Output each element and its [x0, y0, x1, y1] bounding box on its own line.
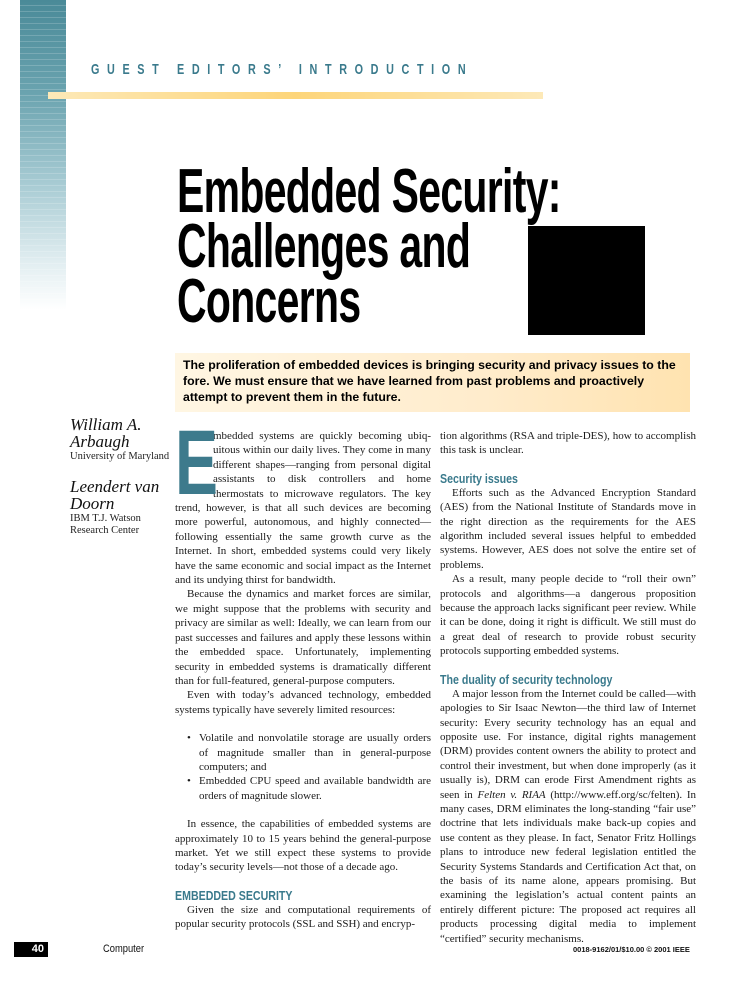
page-number: 40	[14, 942, 48, 957]
article-title	[177, 157, 561, 336]
section-kicker: GUEST EDITORS’ INTRODUCTION	[91, 61, 474, 78]
subsection-heading: The duality of security technology	[440, 672, 613, 687]
author-affiliation: IBM T.J. Watson Research Center	[70, 512, 141, 536]
decorative-side-stripe	[20, 0, 66, 310]
body-column-1	[175, 412, 431, 932]
paragraph: Because the dynamics and market forces are similar, we might suppose that the problems with security and privacy are similar as well: Ideally, we can learn from our past successes and failures and apply these lessons within the embedded space. Unfortunately, implementing security in embedded systems is dramatically different than for full-featured, general-purpose computers.	[175, 588, 431, 687]
bullet-item: • Volatile and nonvolatile storage are usually orders of magnitude smaller than in general-purpose computers; and	[199, 731, 431, 774]
author	[70, 478, 170, 538]
bullet-list	[175, 731, 431, 803]
drop-cap: E	[175, 412, 218, 514]
paragraph: In essence, the capabilities of embedded systems are approximately 10 to 15 years behind the general-purpose market. Yet we still expect these systems to provide today’s security levels—not those of a decade ago.	[175, 818, 431, 874]
bullet-item: • Embedded CPU speed and available bandwidth are orders of magnitude slower.	[199, 774, 431, 803]
subsection-heading: Security issues	[440, 471, 518, 486]
case-citation: Felten v. RIAA	[477, 788, 546, 801]
paragraph: Given the size and computational requirements of popular security protocols (SSL and SSH) and encryp-	[175, 903, 431, 931]
copyright-line: 0018-9162/01/$10.00 © 2001 IEEE	[573, 945, 690, 954]
decorative-gold-bar	[48, 92, 543, 99]
author	[70, 416, 170, 464]
magazine-name: Computer	[103, 943, 145, 955]
paragraph: A major lesson from the Internet could be called—with apologies to Sir Isaac Newton—the third law of Internet security: Every security technology has an equal and opposite use. For instance, digital rights management (DRM) provides content owners the ability to protect and control their investment, but when done improperly (as it usually is), DRM can erode First Amendment rights as seen in Felten v. RIAA (http://www.eff.org/sc/felten). In many cases, DRM eliminates the long-standing “fair use” doctrine that lets individuals make back-up copies and use content as they please. In fact, Senator Fritz Hollings plans to introduce new federal legislation entitled the Security Systems Standards and Certification Act that, on the basis of its name alone, appears promising. But examining the legislation’s actual content paints an entirely different picture: The proposed act requires all products processing digital media to implement “certified” security mechanisms.	[440, 687, 696, 945]
author-list	[70, 416, 170, 552]
paragraph: Even with today’s advanced technology, embedded systems typically have severely limited resources:	[175, 689, 431, 716]
abstract-box	[175, 353, 690, 412]
author-affiliation: University of Maryland	[70, 451, 170, 462]
title-line-2: Challenges and	[177, 212, 471, 281]
redacted-image-block	[528, 226, 645, 335]
abstract-text: The proliferation of embedded devices is bringing security and privacy issues to the fore. We must ensure that we have learned from past problems and proactively attempt to prevent them in the future.	[183, 358, 676, 404]
author-name: William A. Arbaugh	[70, 415, 142, 451]
paragraph: As a result, many people decide to “roll their own” protocols and algorithms—a dangerous proposition because the approach lacks significant peer review. While it can be done, doing it right is difficult. We still must do a great deal of research to provide robust security protocols supporting embedded systems.	[440, 573, 696, 658]
section-heading: EMBEDDED SECURITY	[175, 888, 293, 903]
author-name: Leendert van Doorn	[70, 476, 160, 513]
paragraph: E mbedded systems are quickly becoming ubiquitous within our daily lives. They come in many different shapes—ranging from personal digital assistants to disk controllers and home thermostats to microwave regulators. The key trend, however, is that all such devices are becoming more powerful, autonomous, and highly connected—following essentially the same growth curve as the Internet. In short, embedded systems could very likely have the same economic and social impact as the Internet and its undying thirst for bandwidth.	[175, 412, 431, 587]
body-column-2	[440, 429, 696, 946]
title-line-1: Embedded Security:	[177, 157, 561, 226]
paragraph: Efforts such as the Advanced Encryption Standard (AES) from the National Institute of Standards move in the right direction as the requirements for the AES algorithm included several issues helpful to embedded systems. However, AES does not solve the entire set of problems.	[440, 486, 696, 571]
title-line-3: Concerns	[177, 267, 361, 336]
paragraph: tion algorithms (RSA and triple-DES), how to accomplish this task is unclear.	[440, 430, 696, 457]
